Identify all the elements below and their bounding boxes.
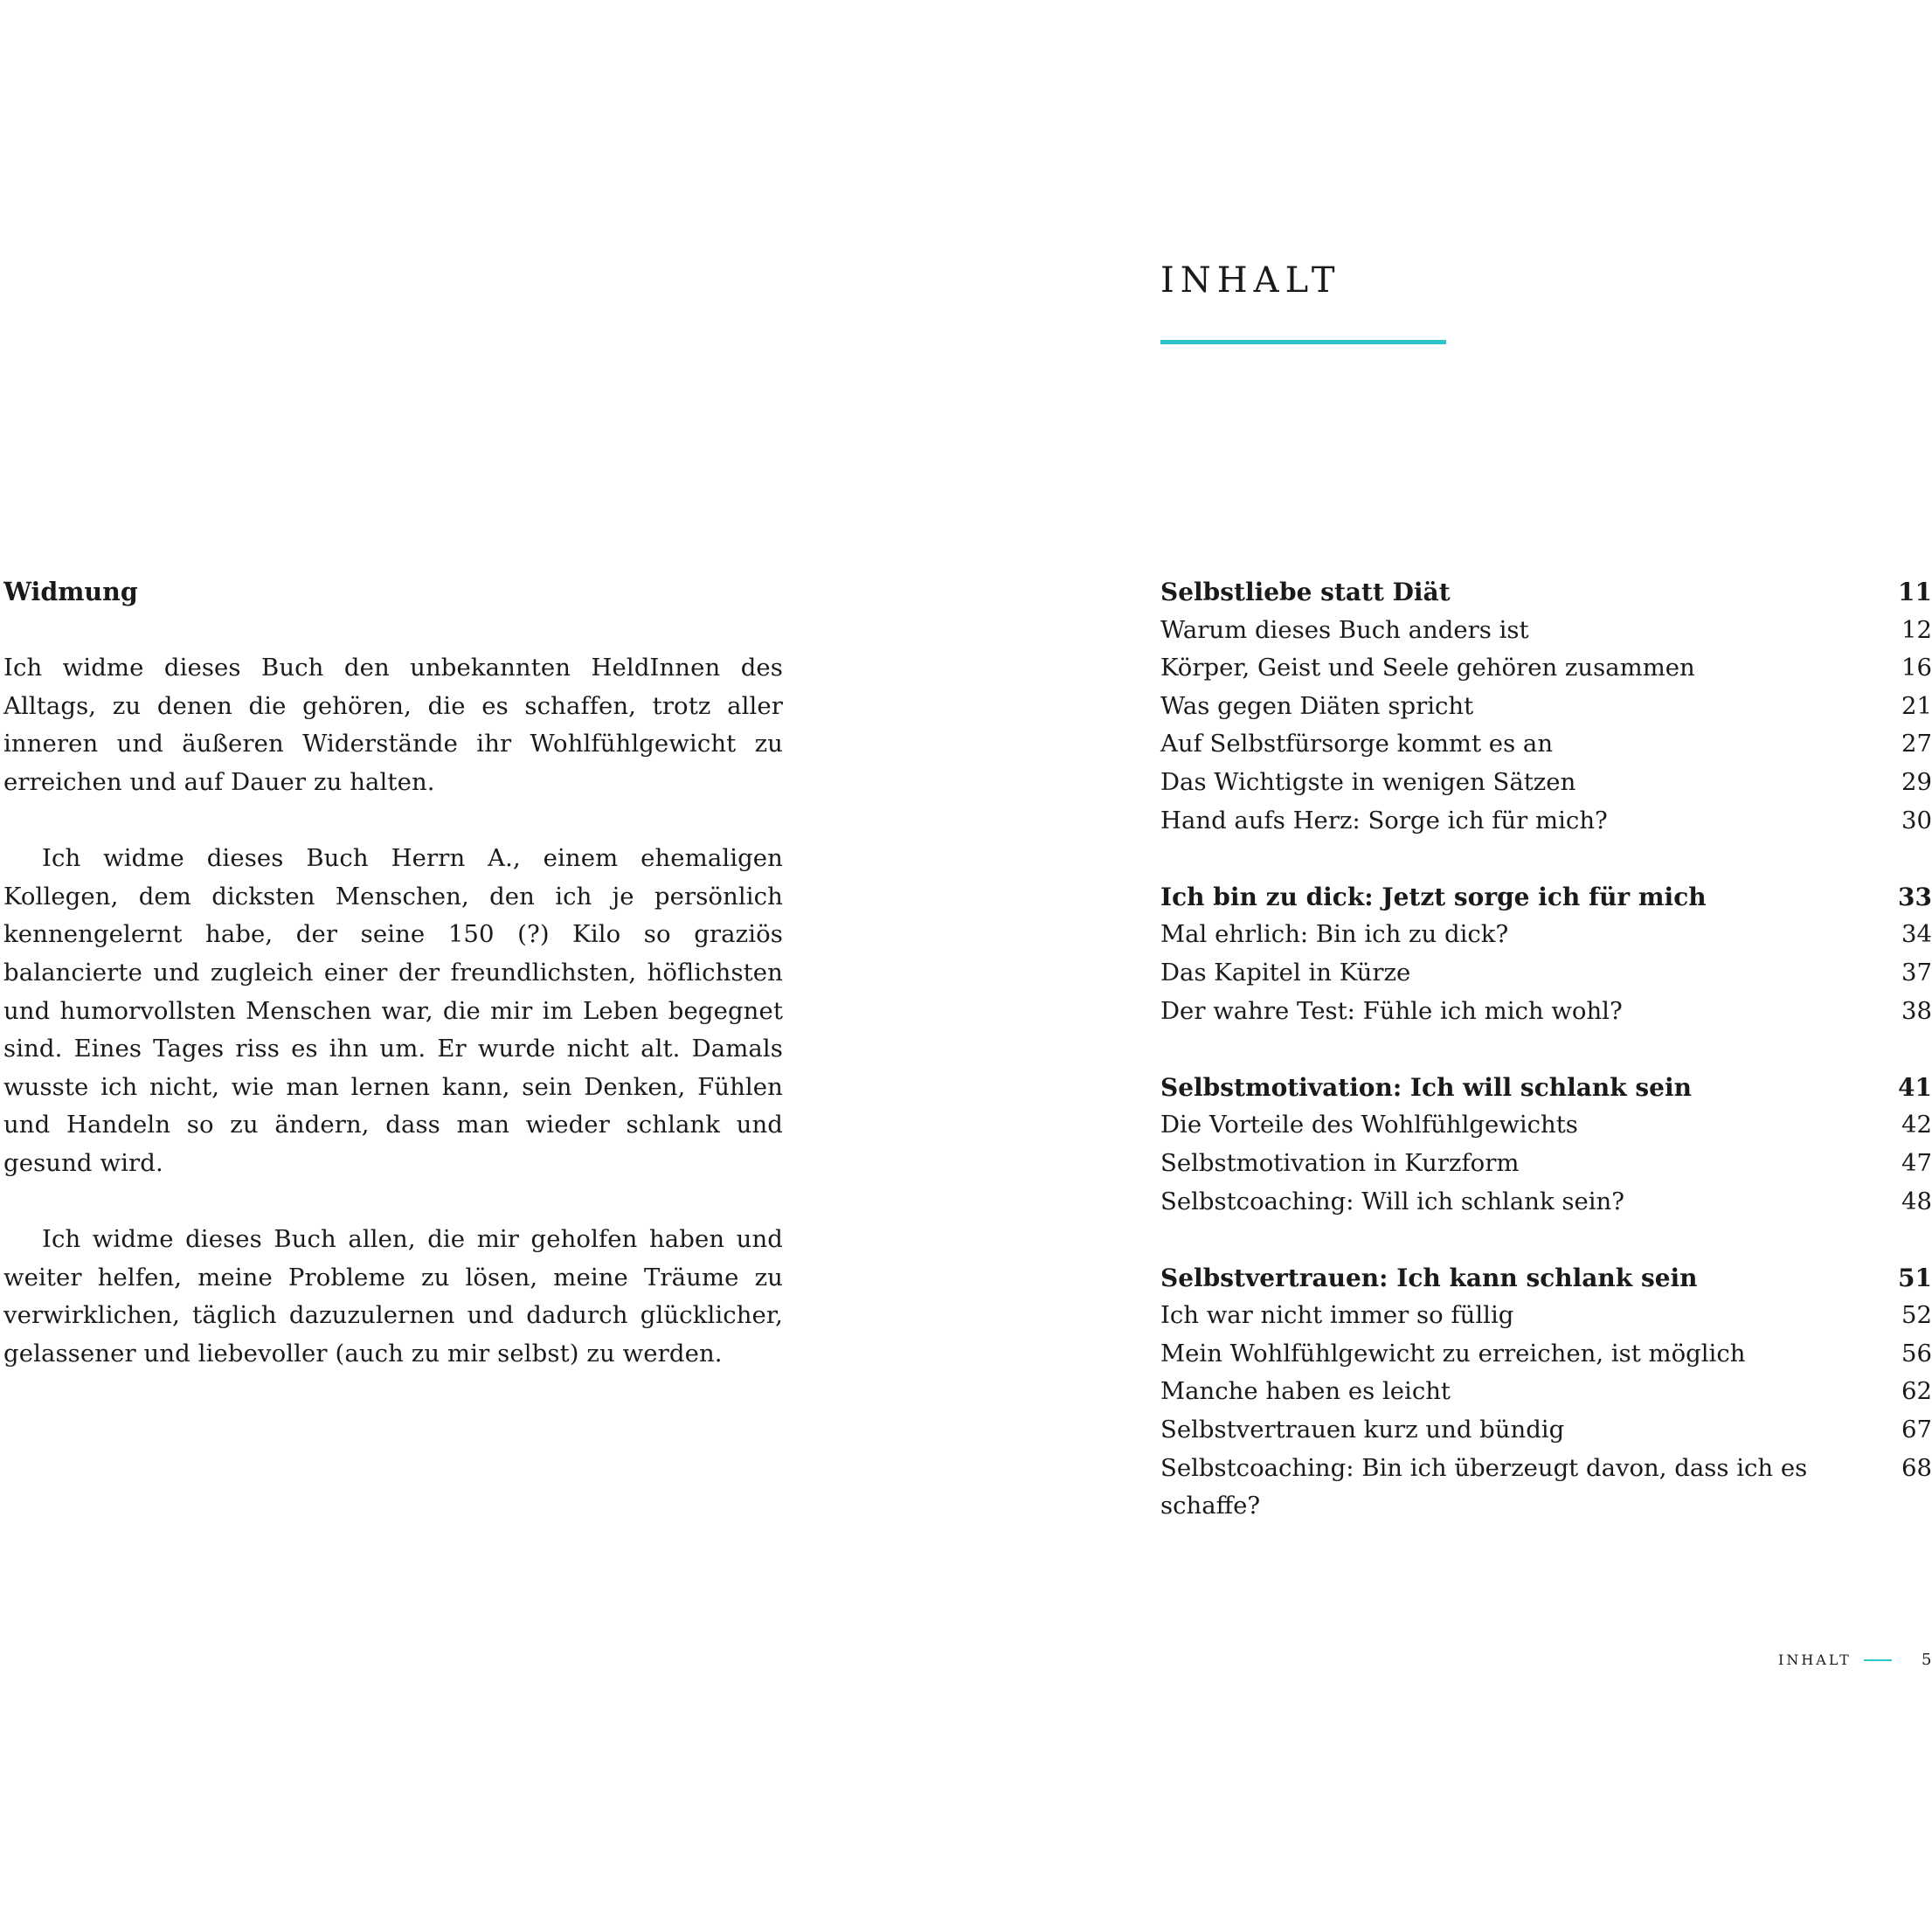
toc-entry-title: Selbstmotivation: Ich will schlank sein <box>1160 1072 1692 1102</box>
toc-entry <box>1160 954 1932 993</box>
toc-entry-title: Mal ehrlich: Bin ich zu dick? <box>1160 920 1509 949</box>
toc-entry <box>1160 1183 1932 1222</box>
toc-entry-title: Selbstcoaching: Will ich schlank sein? <box>1160 1187 1624 1215</box>
toc-entry <box>1160 916 1932 954</box>
toc-entry-title: Hand aufs Herz: Sorge ich für mich? <box>1160 806 1608 834</box>
toc-entry <box>1160 1335 1932 1374</box>
toc-entry <box>1160 1106 1932 1145</box>
toc-entry-title: Ich bin zu dick: Jetzt sorge ich für mich <box>1160 882 1707 911</box>
toc-entry-page: 62 <box>1901 1377 1932 1406</box>
footer-accent-rule <box>1864 1659 1892 1661</box>
toc-section <box>1160 1259 1932 1520</box>
toc-chapter-heading <box>1160 573 1932 612</box>
toc-entry-title: Die Vorteile des Wohlfühlgewichts <box>1160 1111 1578 1139</box>
dedication-paragraph-1: Ich widme dieses Buch den unbekannten HeldInnen des Alltags, zu denen die gehören, die es schaffen, trotz aller inneren und äußeren Widerstände ihr Wohlfühlgewicht zu erreichen und auf Dauer zu halten. <box>3 654 783 796</box>
dedication-paragraph-2: Ich widme dieses Buch Herrn A., einem ehemaligen Kollegen, dem dicksten Menschen, den ich je persönlich kennengelernt habe, der seine 150 (?) Kilo so graziös balancierte und zugleich einer der freundlichsten, höflichsten und humorvollsten Menschen war, die mir im Leben begegnet sind. Eines Tages riss es ihn um. Er wurde nicht alt. Damals wusste ich nicht, wie man lernen kann, sein Denken, Fühlen und Handeln so zu ändern, dass man wieder schlank und gesund wird. <box>3 844 783 1177</box>
table-of-contents <box>1160 573 1932 1526</box>
toc-entry <box>1160 1373 1932 1411</box>
toc-entry-title: Selbstvertrauen: Ich kann schlank sein <box>1160 1263 1698 1292</box>
toc-entry-title: Das Wichtigste in wenigen Sätzen <box>1160 767 1576 796</box>
toc-entry <box>1160 764 1932 802</box>
toc-entry-title: Mein Wohlfühlgewicht zu erreichen, ist möglich <box>1160 1339 1746 1368</box>
toc-entry-page: 67 <box>1901 1416 1932 1444</box>
toc-entry-page: 29 <box>1901 767 1932 796</box>
toc-section <box>1160 573 1932 840</box>
toc-entry <box>1160 802 1932 841</box>
toc-entry-title: Selbstliebe statt Diät <box>1160 578 1451 606</box>
toc-entry-page: 41 <box>1898 1072 1932 1102</box>
toc-entry-page: 27 <box>1901 730 1932 758</box>
dedication <box>3 573 783 1411</box>
toc-entry-page: 47 <box>1901 1148 1932 1177</box>
toc-chapter-heading <box>1160 1259 1932 1298</box>
toc-entry-title: Selbstmotivation in Kurzform <box>1160 1148 1520 1177</box>
toc-entry-title: Manche haben es leicht <box>1160 1377 1451 1406</box>
toc-entry-page: 33 <box>1898 882 1932 911</box>
dedication-heading: Widmung <box>3 577 138 606</box>
toc-entry-page: 37 <box>1901 958 1932 987</box>
toc-entry-page: 42 <box>1901 1111 1932 1139</box>
toc-entry <box>1160 725 1932 764</box>
footer-label: INHALT <box>1778 1652 1852 1668</box>
toc-title: INHALT <box>1160 260 1341 301</box>
toc-entry-page: 48 <box>1901 1187 1932 1215</box>
toc-entry <box>1160 1450 1932 1520</box>
toc-chapter-heading <box>1160 1069 1932 1107</box>
toc-entry-title: Körper, Geist und Seele gehören zusammen <box>1160 654 1695 682</box>
toc-entry <box>1160 1411 1932 1450</box>
toc-entry-title: Warum dieses Buch anders ist <box>1160 615 1529 644</box>
toc-section <box>1160 1069 1932 1221</box>
toc-entry <box>1160 612 1932 650</box>
toc-entry-page: 68 <box>1901 1453 1932 1482</box>
toc-entry-page: 51 <box>1898 1263 1932 1292</box>
toc-entry-page: 34 <box>1901 920 1932 949</box>
toc-entry-page: 11 <box>1898 578 1932 606</box>
toc-entry <box>1160 649 1932 688</box>
toc-entry-title: Selbstvertrauen kurz und bündig <box>1160 1416 1565 1444</box>
toc-entry-title: Das Kapitel in Kürze <box>1160 958 1411 987</box>
toc-entry-page: 52 <box>1901 1301 1932 1330</box>
toc-entry-page: 12 <box>1901 615 1932 644</box>
toc-entry-page: 21 <box>1901 691 1932 720</box>
dedication-paragraph-3: Ich widme dieses Buch allen, die mir geholfen haben und weiter helfen, meine Probleme zu lösen, meine Träume zu verwirklichen, täglich dazuzulernen und dadurch glücklicher, gelassener und liebevoller (auch zu mir selbst) zu werden. <box>3 1225 783 1368</box>
toc-entry <box>1160 1145 1932 1183</box>
toc-chapter-heading <box>1160 878 1932 917</box>
page-footer <box>1778 1651 1931 1669</box>
toc-entry-title: Was gegen Diäten spricht <box>1160 691 1474 720</box>
toc-entry-page: 56 <box>1901 1339 1932 1368</box>
toc-entry <box>1160 1297 1932 1335</box>
toc-entry <box>1160 993 1932 1031</box>
toc-entry-title: Selbstcoaching: Bin ich überzeugt davon, dass ich es schaffe? <box>1160 1453 1808 1520</box>
toc-entry-page: 16 <box>1901 654 1932 682</box>
toc-entry <box>1160 688 1932 726</box>
title-accent-rule <box>1160 340 1446 344</box>
toc-entry-title: Ich war nicht immer so füllig <box>1160 1301 1514 1330</box>
toc-entry-page: 38 <box>1901 996 1932 1025</box>
toc-entry-title: Der wahre Test: Fühle ich mich wohl? <box>1160 996 1623 1025</box>
toc-section <box>1160 878 1932 1030</box>
page-number: 5 <box>1922 1651 1932 1669</box>
toc-entry-title: Auf Selbstfürsorge kommt es an <box>1160 730 1554 758</box>
toc-entry-page: 30 <box>1901 806 1932 834</box>
